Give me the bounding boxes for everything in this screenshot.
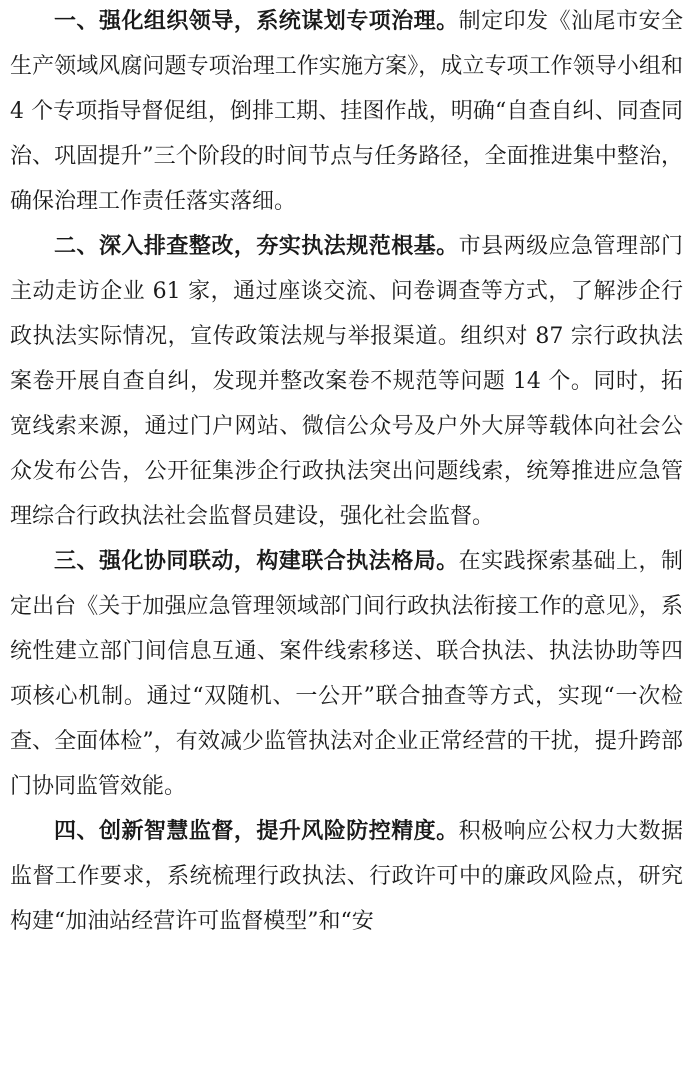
paragraph-2 (10, 224, 683, 539)
paragraph-1-body: 制定印发《汕尾市安全生产领域风腐问题专项治理工作实施方案》，成立专项工作领导小组和 4 个专项指导督促组，倒排工期、挂图作战，明确“自查自纠、同查同治、巩固提升”三个阶段的时间节点与任务路径，全面推进集中整治，确保治理工作责任落实落细。 (10, 9, 683, 214)
paragraph-3-heading: 三、强化协同联动，构建联合执法格局。 (54, 549, 459, 574)
paragraph-2-heading: 二、深入排查整改，夯实执法规范根基。 (54, 234, 459, 259)
paragraph-4-heading: 四、创新智慧监督，提升风险防控精度。 (54, 819, 459, 844)
paragraph-1 (10, 0, 683, 224)
paragraph-3-body: 在实践探索基础上，制定出台《关于加强应急管理领域部门间行政执法衔接工作的意见》，系统性建立部门间信息互通、案件线索移送、联合执法、执法协助等四项核心机制。通过“双随机、一公开”联合抽查等方式，实现“一次检查、全面体检”，有效减少监管执法对企业正常经营的干扰，提升跨部门协同监管效能。 (10, 549, 683, 799)
paragraph-2-body: 市县两级应急管理部门主动走访企业 61 家，通过座谈交流、问卷调查等方式，了解涉企行政执法实际情况，宣传政策法规与举报渠道。组织对 87 宗行政执法案卷开展自查自纠，发现并整改案卷不规范等问题 14 个。同时，拓宽线索来源，通过门户网站、微信公众号及户外大屏等载体向社会公众发布公告，公开征集涉企行政执法突出问题线索，统筹推进应急管理综合行政执法社会监督员建设，强化社会监督。 (10, 234, 683, 529)
paragraph-4-body: 积极响应公权力大数据监督工作要求，系统梳理行政执法、行政许可中的廉政风险点，研究构建“加油站经营许可监督模型”和“安 (10, 819, 683, 934)
paragraph-4 (10, 809, 683, 944)
paragraph-3 (10, 539, 683, 809)
paragraph-1-heading: 一、强化组织领导，系统谋划专项治理。 (54, 9, 459, 34)
